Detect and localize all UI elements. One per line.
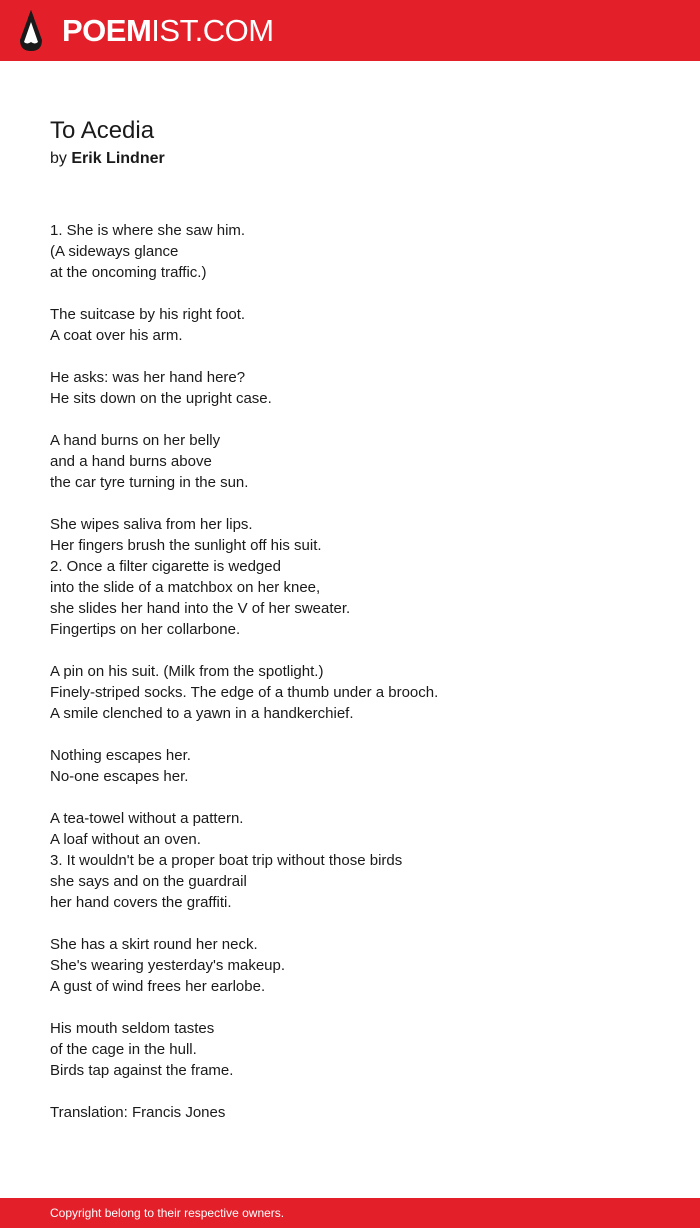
poem-line: she says and on the guardrail	[50, 873, 247, 890]
poem-line: she slides her hand into the V of her sweater.	[50, 600, 351, 617]
site-footer	[0, 1198, 700, 1228]
poem-line: 1. She is where she saw him.	[50, 222, 246, 239]
poem-line: Birds tap against the frame.	[50, 1062, 234, 1079]
poem-stanza	[50, 1102, 650, 1123]
poem-line: into the slide of a matchbox on her knee,	[50, 579, 321, 596]
poem-stanza	[50, 745, 650, 787]
poem-line: Nothing escapes her.	[50, 747, 191, 764]
poem-line: He asks: was her hand here?	[50, 369, 246, 386]
poem-line: Her fingers brush the sunlight off his suit.	[50, 537, 322, 554]
poem-line: Translation: Francis Jones	[50, 1104, 226, 1121]
poem-stanza	[50, 220, 650, 283]
poem-title: To Acedia	[50, 117, 155, 144]
poem-stanza	[50, 367, 650, 409]
author-name: Erik Lindner	[71, 150, 165, 167]
poem-line: and a hand burns above	[50, 453, 212, 470]
poem-stanza	[50, 304, 650, 346]
poem-body	[50, 220, 650, 1123]
poem-stanza	[50, 661, 650, 724]
pencil-tip-icon[interactable]	[18, 9, 44, 52]
poem-stanza	[50, 808, 650, 913]
poem-line: A coat over his arm.	[50, 327, 183, 344]
poem-line: 2. Once a filter cigarette is wedged	[50, 558, 281, 575]
poem-line: A loaf without an oven.	[50, 831, 201, 848]
poem-line: His mouth seldom tastes	[50, 1020, 215, 1037]
poem-line: at the oncoming traffic.)	[50, 264, 207, 281]
poem-line: of the cage in the hull.	[50, 1041, 197, 1058]
poem-line: A gust of wind frees her earlobe.	[50, 978, 266, 995]
poem-stanza	[50, 514, 650, 640]
poem-line: She wipes saliva from her lips.	[50, 516, 253, 533]
copyright-text: Copyright belong to their respective owners.	[50, 1206, 285, 1220]
poem-line: A pin on his suit. (Milk from the spotlight.)	[50, 663, 324, 680]
poem-line: her hand covers the graffiti.	[50, 894, 232, 911]
poem-line: (A sideways glance	[50, 243, 179, 260]
poem-line: the car tyre turning in the sun.	[50, 474, 249, 491]
poem-content	[50, 116, 650, 1144]
poem-line: A hand burns on her belly	[50, 432, 221, 449]
byline	[50, 148, 650, 170]
poem-line: Finely-striped socks. The edge of a thumb under a brooch.	[50, 684, 439, 701]
site-header	[0, 0, 700, 61]
poem-line: She's wearing yesterday's makeup.	[50, 957, 286, 974]
poem-line: 3. It wouldn't be a proper boat trip without those birds	[50, 852, 403, 869]
brand-light-text: IST.COM	[151, 13, 274, 48]
site-logo-text[interactable]	[62, 12, 274, 49]
poem-line: He sits down on the upright case.	[50, 390, 272, 407]
poem-line: Fingertips on her collarbone.	[50, 621, 241, 638]
by-label: by	[50, 150, 67, 167]
brand-bold-text: POEM	[62, 13, 152, 48]
poem-stanza	[50, 934, 650, 997]
poem-stanza	[50, 1018, 650, 1081]
poem-line: A smile clenched to a yawn in a handkerchief.	[50, 705, 354, 722]
poem-stanza	[50, 430, 650, 493]
poem-line: No-one escapes her.	[50, 768, 189, 785]
poem-line: A tea-towel without a pattern.	[50, 810, 244, 827]
poem-line: The suitcase by his right foot.	[50, 306, 246, 323]
poem-line: She has a skirt round her neck.	[50, 936, 258, 953]
